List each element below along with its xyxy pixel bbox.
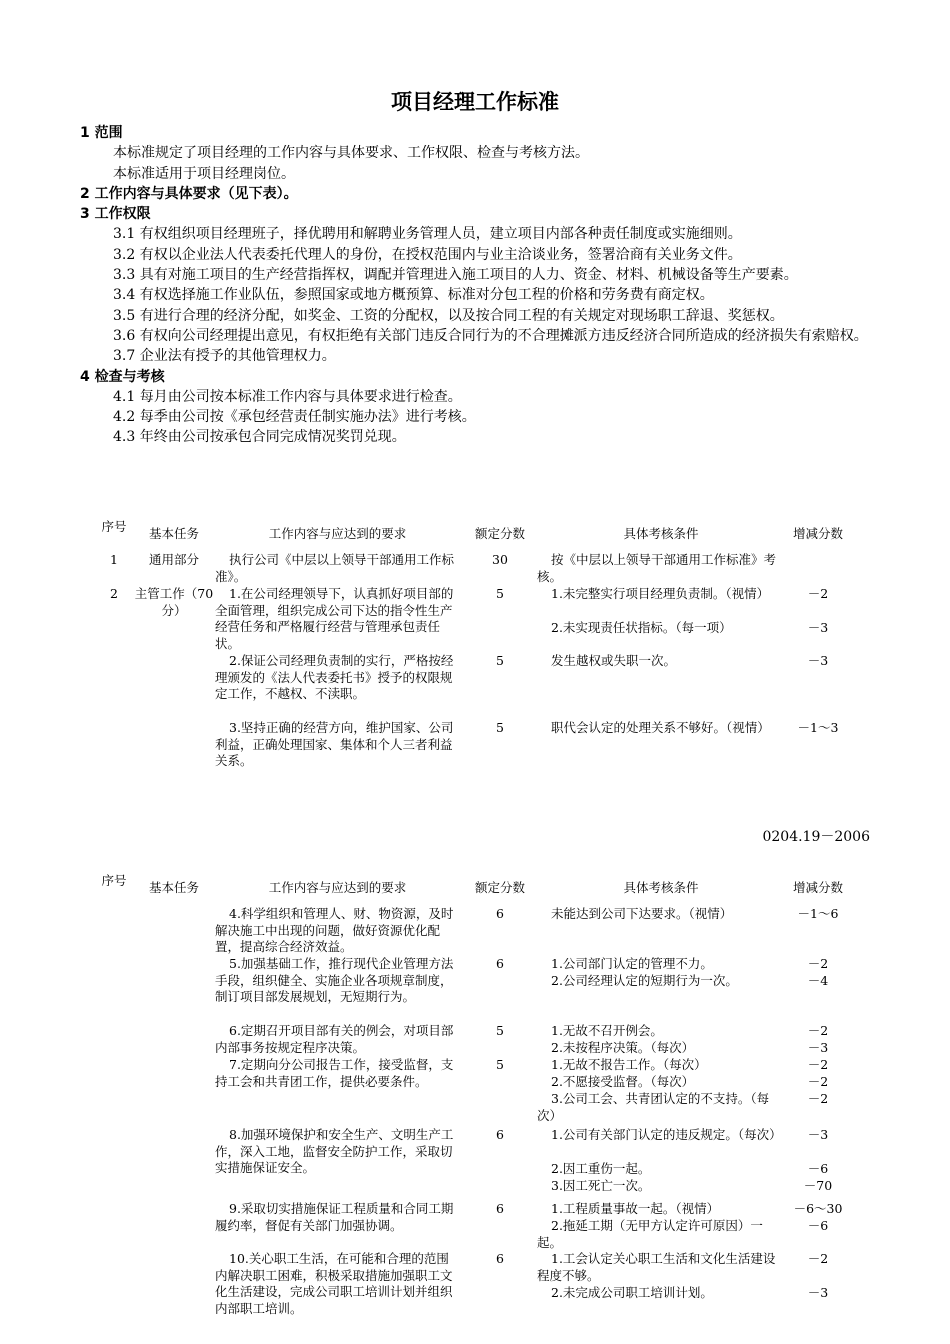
section-3-heading: 3 工作权限 (80, 206, 151, 223)
row-condition: 1.公司有关部门认定的违反规定。（每次） (551, 1127, 782, 1142)
table-header (95, 874, 885, 906)
header-delta: 增减分数 (792, 526, 843, 541)
table-row (95, 906, 885, 956)
row-delta: －6 (807, 1161, 829, 1176)
row-score: 6 (496, 956, 504, 971)
row-condition: 职代会认定的处理关系不够好。（视情） (551, 720, 770, 735)
row-delta: －3 (807, 1127, 829, 1142)
section-3-item: 3.2 有权以企业法人代表委托代理人的身份，在授权范围内与业主洽谈业务，签署洽商有关业务文件。 (113, 246, 742, 263)
table-row (95, 956, 885, 1023)
row-condition: 1.工程质量事故一起。（视情） (551, 1201, 720, 1216)
row-content: 6.定期召开项目部有关的例会，对项目部内部事务按规定程序决策。 (215, 1023, 454, 1055)
row-condition: 按《中层以上领导干部通用工作标准》考核。 (537, 552, 777, 584)
row-condition: 1.无故不报告工作。（每次） (551, 1057, 707, 1072)
section-3-item: 3.7 企业法有授予的其他管理权力。 (113, 348, 336, 365)
table-header (95, 520, 885, 552)
row-content: 7.定期向分公司报告工作，接受监督，支持工会和共青团工作，提供必要条件。 (215, 1057, 454, 1089)
row-score: 5 (496, 1057, 504, 1072)
row-condition: 1.无故不召开例会。 (551, 1023, 663, 1038)
row-task: 主管工作（70分） (134, 586, 214, 618)
assessment-table-1 (95, 520, 885, 780)
table-row (95, 720, 885, 780)
header-score: 额定分数 (474, 880, 525, 895)
row-delta: －2 (807, 1251, 829, 1266)
table-row (95, 1251, 885, 1321)
section-3-item: 3.4 有权选择施工作业队伍，参照国家或地方概预算、标准对分包工程的价格和劳务费有商定权。 (113, 287, 714, 304)
row-delta: －3 (807, 653, 829, 668)
row-score: 6 (496, 1201, 504, 1216)
row-content: 1.在公司经理领导下，认真抓好项目部的全面管理，组织完成公司下达的指令性生产经营任务和严格履行经营与管理承包责任状。 (215, 586, 454, 652)
row-condition: 1.未完整实行项目经理负责制。（视情） (551, 586, 770, 601)
row-condition: 3.公司工会、共青团认定的不支持。（每次） (537, 1091, 770, 1123)
table-row (95, 1127, 885, 1201)
row-condition: 2.公司经理认定的短期行为一次。 (551, 973, 738, 988)
row-delta: －1～6 (797, 906, 839, 921)
section-3-item: 3.3 具有对施工项目的生产经营指挥权，调配并管理进入施工项目的人力、资金、材料、机械设备等生产要素。 (113, 267, 798, 284)
row-content: 4.科学组织和管理人、财、物资源，及时解决施工中出现的问题，做好资源优化配置，提高综合经济效益。 (215, 906, 454, 955)
row-condition: 2.未实现责任状指标。（每一项） (551, 620, 732, 635)
header-content: 工作内容与应达到的要求 (268, 880, 407, 895)
table-row (95, 1201, 885, 1251)
header-content: 工作内容与应达到的要求 (268, 526, 407, 541)
row-content: 2.保证公司经理负责制的实行，严格按经理颁发的《法人代表委托书》授予的权限规定工作，不越权、不渎职。 (215, 653, 454, 702)
row-score: 6 (496, 1251, 504, 1266)
row-condition: 3.因工死亡一次。 (551, 1178, 651, 1193)
row-content: 9.采取切实措施保证工程质量和合同工期履约率，督促有关部门加强协调。 (215, 1201, 454, 1233)
table-row (95, 653, 885, 720)
row-delta: －4 (807, 973, 829, 988)
row-delta: －70 (803, 1178, 833, 1193)
row-seq: 1 (110, 552, 118, 567)
row-condition: 2.未完成公司职工培训计划。 (551, 1285, 713, 1300)
header-score: 额定分数 (474, 526, 525, 541)
header-cond: 具体考核条件 (623, 880, 699, 895)
row-delta: －2 (807, 1074, 829, 1089)
table-row (95, 1023, 885, 1057)
header-task: 基本任务 (148, 526, 199, 541)
table-row (95, 1057, 885, 1127)
table-row (95, 586, 885, 653)
document-body (80, 123, 870, 448)
document-title: 项目经理工作标准 (391, 90, 559, 114)
row-score: 5 (496, 1023, 504, 1038)
section-1-line: 本标准规定了项目经理的工作内容与具体要求、工作权限、检查与考核方法。 (113, 145, 589, 162)
row-delta: －2 (807, 956, 829, 971)
row-condition: 2.拖延工期（无甲方认定许可原因）一起。 (537, 1218, 763, 1250)
row-score: 6 (496, 906, 504, 921)
row-content: 10.关心职工生活，在可能和合理的范围内解决职工困难，积极采取措施加强职工文化生活建设，完成公司职工培训计划并组织内部职工培训。 (215, 1251, 453, 1317)
section-1-line: 本标准适用于项目经理岗位。 (113, 165, 295, 182)
row-delta: －3 (807, 620, 829, 635)
row-task: 通用部分 (148, 552, 199, 567)
table-row (95, 552, 885, 586)
row-condition: 未能达到公司下达要求。（视情） (551, 906, 733, 921)
header-seq: 序号 (101, 519, 127, 534)
row-condition: 1.公司部门认定的管理不力。 (551, 956, 713, 971)
section-3-item: 3.1 有权组织项目经理班子，择优聘用和解聘业务管理人员，建立项目内部各种责任制度或实施细则。 (113, 226, 742, 243)
row-delta: －6 (807, 1218, 829, 1233)
section-3-item: 3.6 有权向公司经理提出意见，有权拒绝有关部门违反合同行为的不合理摊派方违反经济合同所造成的经济损失有索赔权。 (113, 327, 868, 344)
row-seq: 2 (110, 586, 118, 601)
row-delta: －3 (807, 1285, 829, 1300)
row-condition: 2.不愿接受监督。（每次） (551, 1074, 695, 1089)
section-3-item: 3.5 有进行合理的经济分配，如奖金、工资的分配权，以及按合同工程的有关规定对现场职工辞退、奖惩权。 (113, 307, 784, 324)
row-condition: 1.工会认定关心职工生活和文化生活建设程度不够。 (537, 1251, 776, 1283)
row-condition: 2.因工重伤一起。 (551, 1161, 651, 1176)
row-content: 8.加强环境保护和安全生产、文明生产工作，深入工地，监督安全防护工作，采取切实措施保证安全。 (215, 1127, 454, 1176)
section-4-item: 4.3 年终由公司按承包合同完成情况奖罚兑现。 (113, 429, 406, 446)
row-score: 5 (496, 653, 504, 668)
section-4-item: 4.2 每季由公司按《承包经营责任制实施办法》进行考核。 (113, 409, 476, 426)
header-delta: 增减分数 (792, 880, 843, 895)
section-1-heading: 1 范围 (80, 125, 123, 141)
row-content: 5.加强基础工作，推行现代企业管理方法手段，组织健全、实施企业各项规章制度，制订项目部发展规划，无短期行为。 (215, 956, 454, 1005)
row-delta: －2 (807, 1091, 829, 1106)
row-score: 5 (496, 586, 504, 601)
row-score: 30 (492, 552, 508, 567)
row-delta: －2 (807, 1057, 829, 1072)
document-number: 0204.19－2006 (762, 829, 870, 845)
row-condition: 发生越权或失职一次。 (551, 653, 677, 668)
header-task: 基本任务 (148, 880, 199, 895)
assessment-table-2 (95, 874, 885, 1321)
row-delta: －3 (807, 1040, 829, 1055)
row-content: 3.坚持正确的经营方向，维护国家、公司利益，正确处理国家、集体和个人三者利益关系。 (215, 720, 454, 769)
row-delta: －6～30 (793, 1201, 843, 1216)
row-delta: －2 (807, 586, 829, 601)
header-seq: 序号 (101, 873, 127, 888)
row-delta: －1～3 (797, 720, 839, 735)
section-4-item: 4.1 每月由公司按本标准工作内容与具体要求进行检查。 (113, 388, 462, 405)
row-score: 5 (496, 720, 504, 735)
section-2-heading: 2 工作内容与具体要求（见下表）。 (80, 185, 298, 202)
header-cond: 具体考核条件 (623, 526, 699, 541)
row-content: 执行公司《中层以上领导干部通用工作标准》。 (215, 552, 455, 584)
section-4-heading: 4 检查与考核 (80, 368, 165, 385)
row-condition: 2.未按程序决策。（每次） (551, 1040, 695, 1055)
row-score: 6 (496, 1127, 504, 1142)
row-delta: －2 (807, 1023, 829, 1038)
